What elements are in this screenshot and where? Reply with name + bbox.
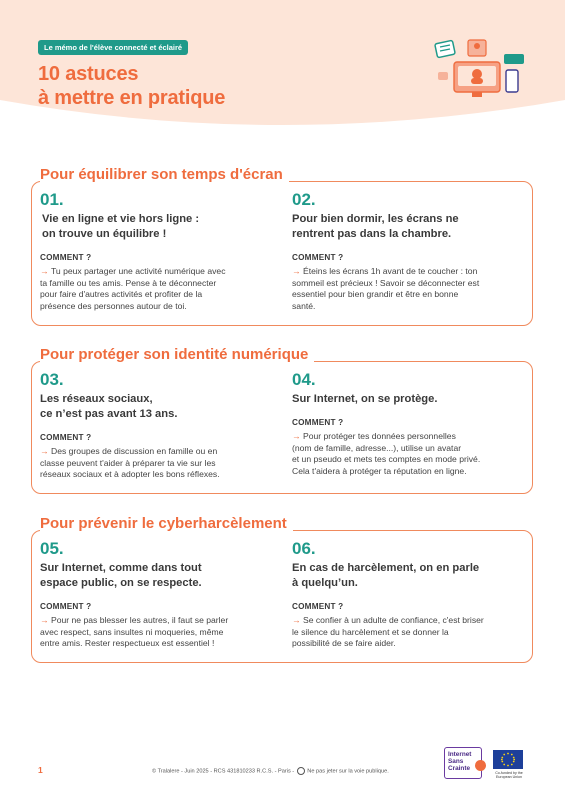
internet-sans-crainte-logo: Internet Sans Crainte [444,747,482,779]
tip-heading-line: ce n’est pas avant 13 ans. [40,407,178,420]
arrow-right-icon: → [40,266,51,276]
tip-number: 03. [40,370,64,389]
tip-body-line: santé. [292,300,316,311]
tip-heading-line: rentrent pas dans la chambre. [292,227,452,240]
section-title-screen-time: Pour équilibrer son temps d'écran [40,166,289,183]
tip-body-line: possibilité de se faire aider. [292,638,396,649]
tip-body-line: entre amis. Rester respectueux est essentiel ! [40,638,215,649]
tip-body-line: → Tu peux partager une activité numérique avec [40,266,226,276]
arrow-right-icon: → [292,266,303,276]
tip-body [292,431,532,477]
section-title-cyberbullying: Pour prévenir le cyberharcèlement [40,515,293,532]
section-card-screen-time [31,181,533,326]
tip-body-line: Cela t'aidera à protéger ta réputation en ligne. [292,465,467,476]
section-card-cyberbullying [31,530,533,663]
comment-label: COMMENT ? [292,602,344,611]
eu-flag-icon [493,750,523,769]
devices-illustration-icon [432,38,532,102]
tip-heading-line: Sur Internet, comme dans tout [40,562,202,574]
arrow-right-icon: → [292,615,303,625]
tip-body [40,266,280,312]
tip-body-line: et un pseudo et mets tes comptes en mode privé. [292,454,481,465]
tip-number: 01. [40,190,64,209]
tip-heading-line: à quelqu’un. [292,576,358,589]
tip-body-line: → Se confier à un adulte de confiance, c'est briser [292,615,484,625]
comment-label: COMMENT ? [292,418,344,427]
tip-number: 04. [292,370,316,389]
tip-body-line: (nom de famille, adresse...), utilise un avatar [292,442,462,453]
tip-body [40,446,280,481]
title-line-1: 10 astuces [38,63,139,85]
tip-body-line: avec respect, sans insultes ni moqueries, même [40,626,224,637]
tip-body [292,266,532,312]
tip-body-line: classe peuvent t'aider à préparer ta vie sur les [40,457,216,468]
tip-body-line: → Des groupes de discussion en famille ou en [40,446,218,456]
tip-heading [292,561,528,590]
section-title-digital-identity: Pour protéger son identité numérique [40,346,314,363]
tip-heading-line: Les réseaux sociaux, [40,393,153,405]
tip-body-line: → Éteins les écrans 1h avant de te coucher : ton [292,266,478,276]
tip-body-line: sommeil est précieux ! Savoir se déconnecter est [292,277,480,288]
tip-number: 02. [292,190,316,209]
tip-heading-line: Pour bien dormir, les écrans ne [292,213,459,225]
tip-heading [40,392,276,421]
tip-heading [292,212,528,241]
comment-label: COMMENT ? [292,253,344,262]
tip-body-line: le silence du harcèlement et se donner la [292,626,449,637]
tip-body-line: réseaux sociaux et à adopter les bons réflexes. [40,469,220,480]
arrow-right-icon: → [40,446,51,456]
title-line-2: à mettre en pratique [38,87,226,109]
tip-body [292,615,532,650]
arrow-right-icon: → [292,431,303,441]
tip-heading-line: Vie en ligne et vie hors ligne : [42,213,200,225]
tip-body-line: présence des personnes autour de toi. [40,300,187,311]
tip-body-line: essentiel pour bien grandir et être en bonne [292,289,459,300]
tip-heading-line: on trouve un équilibre ! [42,227,167,240]
tip-body-line: pour faire d'autres activités et profiter de la [40,289,203,300]
comment-label: COMMENT ? [40,253,92,262]
tip-number: 05. [40,539,64,558]
page-title [38,62,225,110]
comment-label: COMMENT ? [40,433,92,442]
tip-heading-line: espace public, on se respecte. [40,576,202,589]
comment-label: COMMENT ? [40,602,92,611]
logo-dot-icon [475,760,486,771]
tip-heading: Sur Internet, on se protège. [292,393,438,405]
tip-heading [42,212,278,241]
tip-body-line: ta famille ou tes amis. Pense à te déconnecter [40,277,217,288]
tip-heading [40,561,276,590]
tip-heading-line: En cas de harcèlement, on en parle [292,562,480,574]
section-card-digital-identity [31,361,533,494]
tip-number: 06. [292,539,316,558]
page-number: 1 [38,765,43,775]
memo-badge: Le mémo de l'élève connecté et éclairé [38,40,188,55]
tip-body [40,615,280,650]
recycle-icon [297,767,305,775]
legal-notice: © Tralalere - Juin 2025 - RCS 431810233 R.C.S. - Paris - Ne pas jeter sur la voie publique. [152,768,389,775]
tip-body-line: → Pour protéger tes données personnelles [292,431,456,441]
tip-body-line: → Pour ne pas blesser les autres, il faut se parler [40,615,229,625]
eu-cofunded-label: Co-funded by the European Union [495,771,523,780]
arrow-right-icon: → [40,615,51,625]
